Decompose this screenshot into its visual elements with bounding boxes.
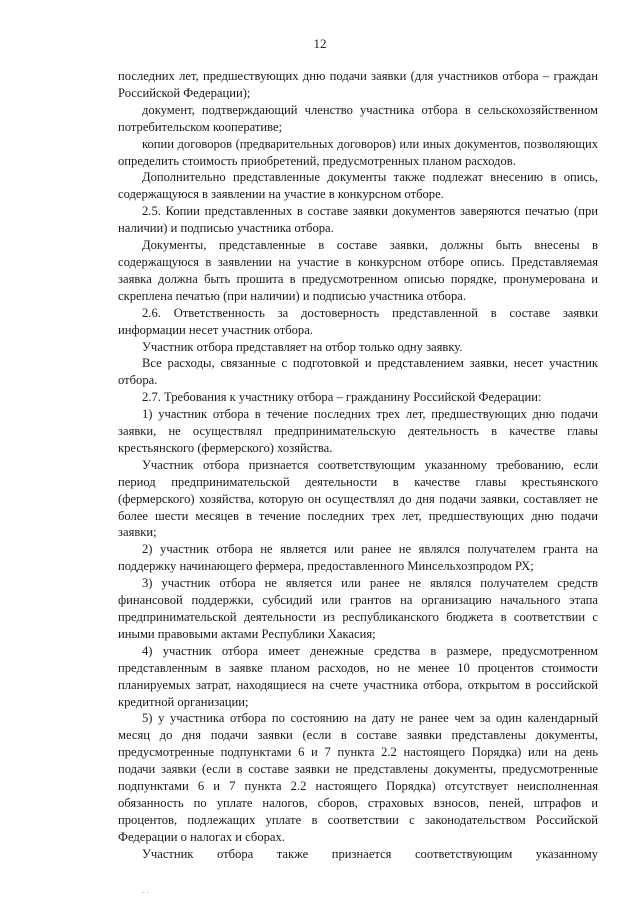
paragraph: Дополнительно представленные документы также подлежат внесению в опись, содержащуюся в заявлении на участие в конкурсном отборе. xyxy=(118,170,598,202)
paragraph: 3) участник отбора не является или ранее не являлся получателем средств финансовой поддержки, субсидий или грантов на организацию начального этапа предпринимательской деятельности из республиканского бюджета в соответствии с иными правовыми актами Республики Хакасия; xyxy=(118,576,598,641)
paragraph: Документы, представленные в составе заявки, должны быть внесены в содержащуюся в заявлении на участие в конкурсном отборе опись. Представляемая заявка должна быть прошита в предусмотренном описью порядке, пронумерована и скреплена печатью (при наличии) и подписью участника отбора. xyxy=(118,238,598,303)
paragraph: 4) участник отбора имеет денежные средства в размере, предусмотренном представленным в заявке планом расходов, но не менее 10 процентов стоимости планируемых затрат, находящиеся на счете участника отбора, открытом в российской кредитной организации; xyxy=(118,643,598,709)
paragraph: документ, подтверждающий членство участника отбора в сельскохозяйственном потребительском кооперативе; xyxy=(118,102,598,134)
paragraph: Участник отбора представляет на отбор только одну заявку. xyxy=(142,339,463,354)
paragraph: последних лет, предшествующих дню подачи заявки (для участников отбора – граждан Российской Федерации); xyxy=(118,69,598,100)
paragraph: 2.6. Ответственность за достоверность представленной в составе заявки информации несет участник отбора. xyxy=(118,305,598,337)
paragraph: Участник отбора также признается соответствующим указанному xyxy=(142,846,598,861)
paragraph: 2.5. Копии представленных в составе заявки документов заверяются печатью (при наличии) и подписью участника отбора. xyxy=(118,204,598,236)
paragraph: 2) участник отбора не является или ранее не являлся получателем гранта на поддержку начинающего фермера, предоставленного Минсельхозпродом РХ; xyxy=(118,542,598,574)
paragraph: 5) у участника отбора по состоянию на дату не ранее чем за один календарный месяц до дня подачи заявки (если в составе заявки представлены документы, предусмотренные подпунктами 6 и 7 пункта 2.2 настоящего Порядка) или на день подачи заявки (если в составе заявки не представлены документы, предусмотренные подпунктами 6 и 7 пункта 2.2 настоящего Порядка) отсутствует неисполненная обязанность по уплате налогов, сборов, страховых взносов, пеней, штрафов и процентов, подлежащих уплате в соответствии с законодательством Российской Федерации о налогах и сборах. xyxy=(118,711,598,844)
paragraph: Все расходы, связанные с подготовкой и представлением заявки, несет участник отбора. xyxy=(118,356,598,388)
page-number: 12 xyxy=(313,36,327,51)
document-body xyxy=(118,68,598,863)
footer-mark: .. . xyxy=(141,886,149,895)
paragraph: копии договоров (предварительных договоров) или иных документов, позволяющих определить стоимость приобретений, предусмотренных планом расходов. xyxy=(118,136,598,168)
paragraph: 2.7. Требования к участнику отбора – гражданину Российской Федерации: xyxy=(142,390,542,405)
paragraph: Участник отбора признается соответствующим указанному требованию, если период предпринимательской деятельности в качестве главы крестьянского (фермерского) хозяйства, которую он осуществлял до дня подачи заявки, составляет не более шести месяцев в течение последних трех лет, предшествующих дню подачи заявки; xyxy=(118,457,598,540)
paragraph: 1) участник отбора в течение последних трех лет, предшествующих дню подачи заявки, не осуществлял предпринимательскую деятельность в качестве главы крестьянского (фермерского) хозяйства. xyxy=(118,407,598,455)
